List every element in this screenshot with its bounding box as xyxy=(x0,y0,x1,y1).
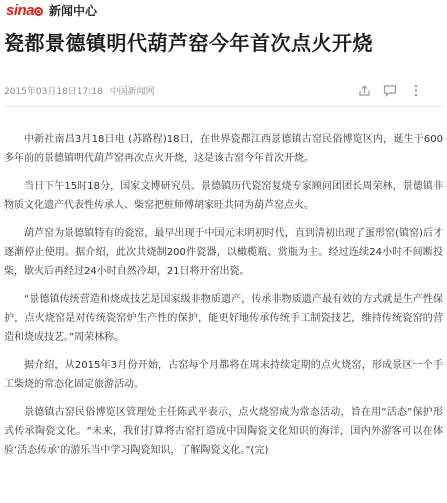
article-paragraph: 中新社南昌3月18日电 (苏路程)18日，在世界瓷都江西景德镇古窑民俗博览区内，诞生于600多年前的景德镇明代葫芦窑再次点火开烧，这是该古窑今年首次开烧。 xyxy=(4,134,443,164)
sina-news-logo[interactable] xyxy=(6,3,97,19)
article-actions xyxy=(357,83,423,97)
article-source[interactable]: 中国新闻网 xyxy=(109,87,155,97)
channel-name: 新闻中心 xyxy=(49,4,98,18)
article-paragraph: 据介绍，从2015年3月份开始，古窑每个月都将在周末持续定期的点火烧窑，形成景区一个手工柴烧的常态化固定旅游活动。 xyxy=(4,360,443,390)
article-title: 瓷都景德镇明代葫芦窑今年首次点火开烧 xyxy=(4,31,373,55)
article-paragraph: 景德镇古窑民俗博览区管理处主任陈武平表示，点火烧窑成为常态活动，旨在用“活态”保护形式传承陶瓷文化。“未来，我们打算将古窑打造成中国陶瓷文化知识的海洋，国内外游客可以在体验‘活态传承’的游乐当中学习陶瓷知识，了解陶瓷文化。”(完) xyxy=(4,407,443,456)
more-icon[interactable] xyxy=(409,83,423,97)
article-body xyxy=(4,130,443,469)
article-paragraph: 葫芦窑为景德镇特有的瓷窑，最早出现于中国元末明初时代，直到清初出现了蛋形窑(镇窑)后才逐渐停止使用。据介绍，此次共烧制200件瓷器，以橄榄瓶、赏瓶为主。经过连续24小时不间断投柴，歇火后再经过24小时自然冷却，21日将开窑出瓷。 xyxy=(4,228,443,277)
article-paragraph: 当日下午15时18分，国家文博研究员、景德镇历代瓷窑复烧专家顾问团团长周荣林，景德镇非物质文化遗产代表性传承人、柴窑把桩师傅胡家旺共同为葫芦窑点火。 xyxy=(4,181,443,211)
sina-eye-icon xyxy=(34,7,43,16)
share-icon[interactable] xyxy=(357,83,371,97)
article-meta xyxy=(4,86,159,98)
article-paragraph: “景德镇传统营造和烧成技艺是国家级非物质遗产，传承非物质遗产最有效的方式就是生产性保护，点火烧窑是对传统瓷窑炉生产性的保护，能更好地传承传统手工制瓷技艺，维持传统瓷窑的营造和烧成技艺。”周荣林称。 xyxy=(4,294,443,343)
site-header xyxy=(0,0,447,22)
header-divider xyxy=(4,106,443,107)
publish-datetime: 2015年03月18日17:18 xyxy=(4,87,103,97)
comment-icon[interactable] xyxy=(383,83,397,97)
sina-logo-text: sina xyxy=(6,2,35,19)
